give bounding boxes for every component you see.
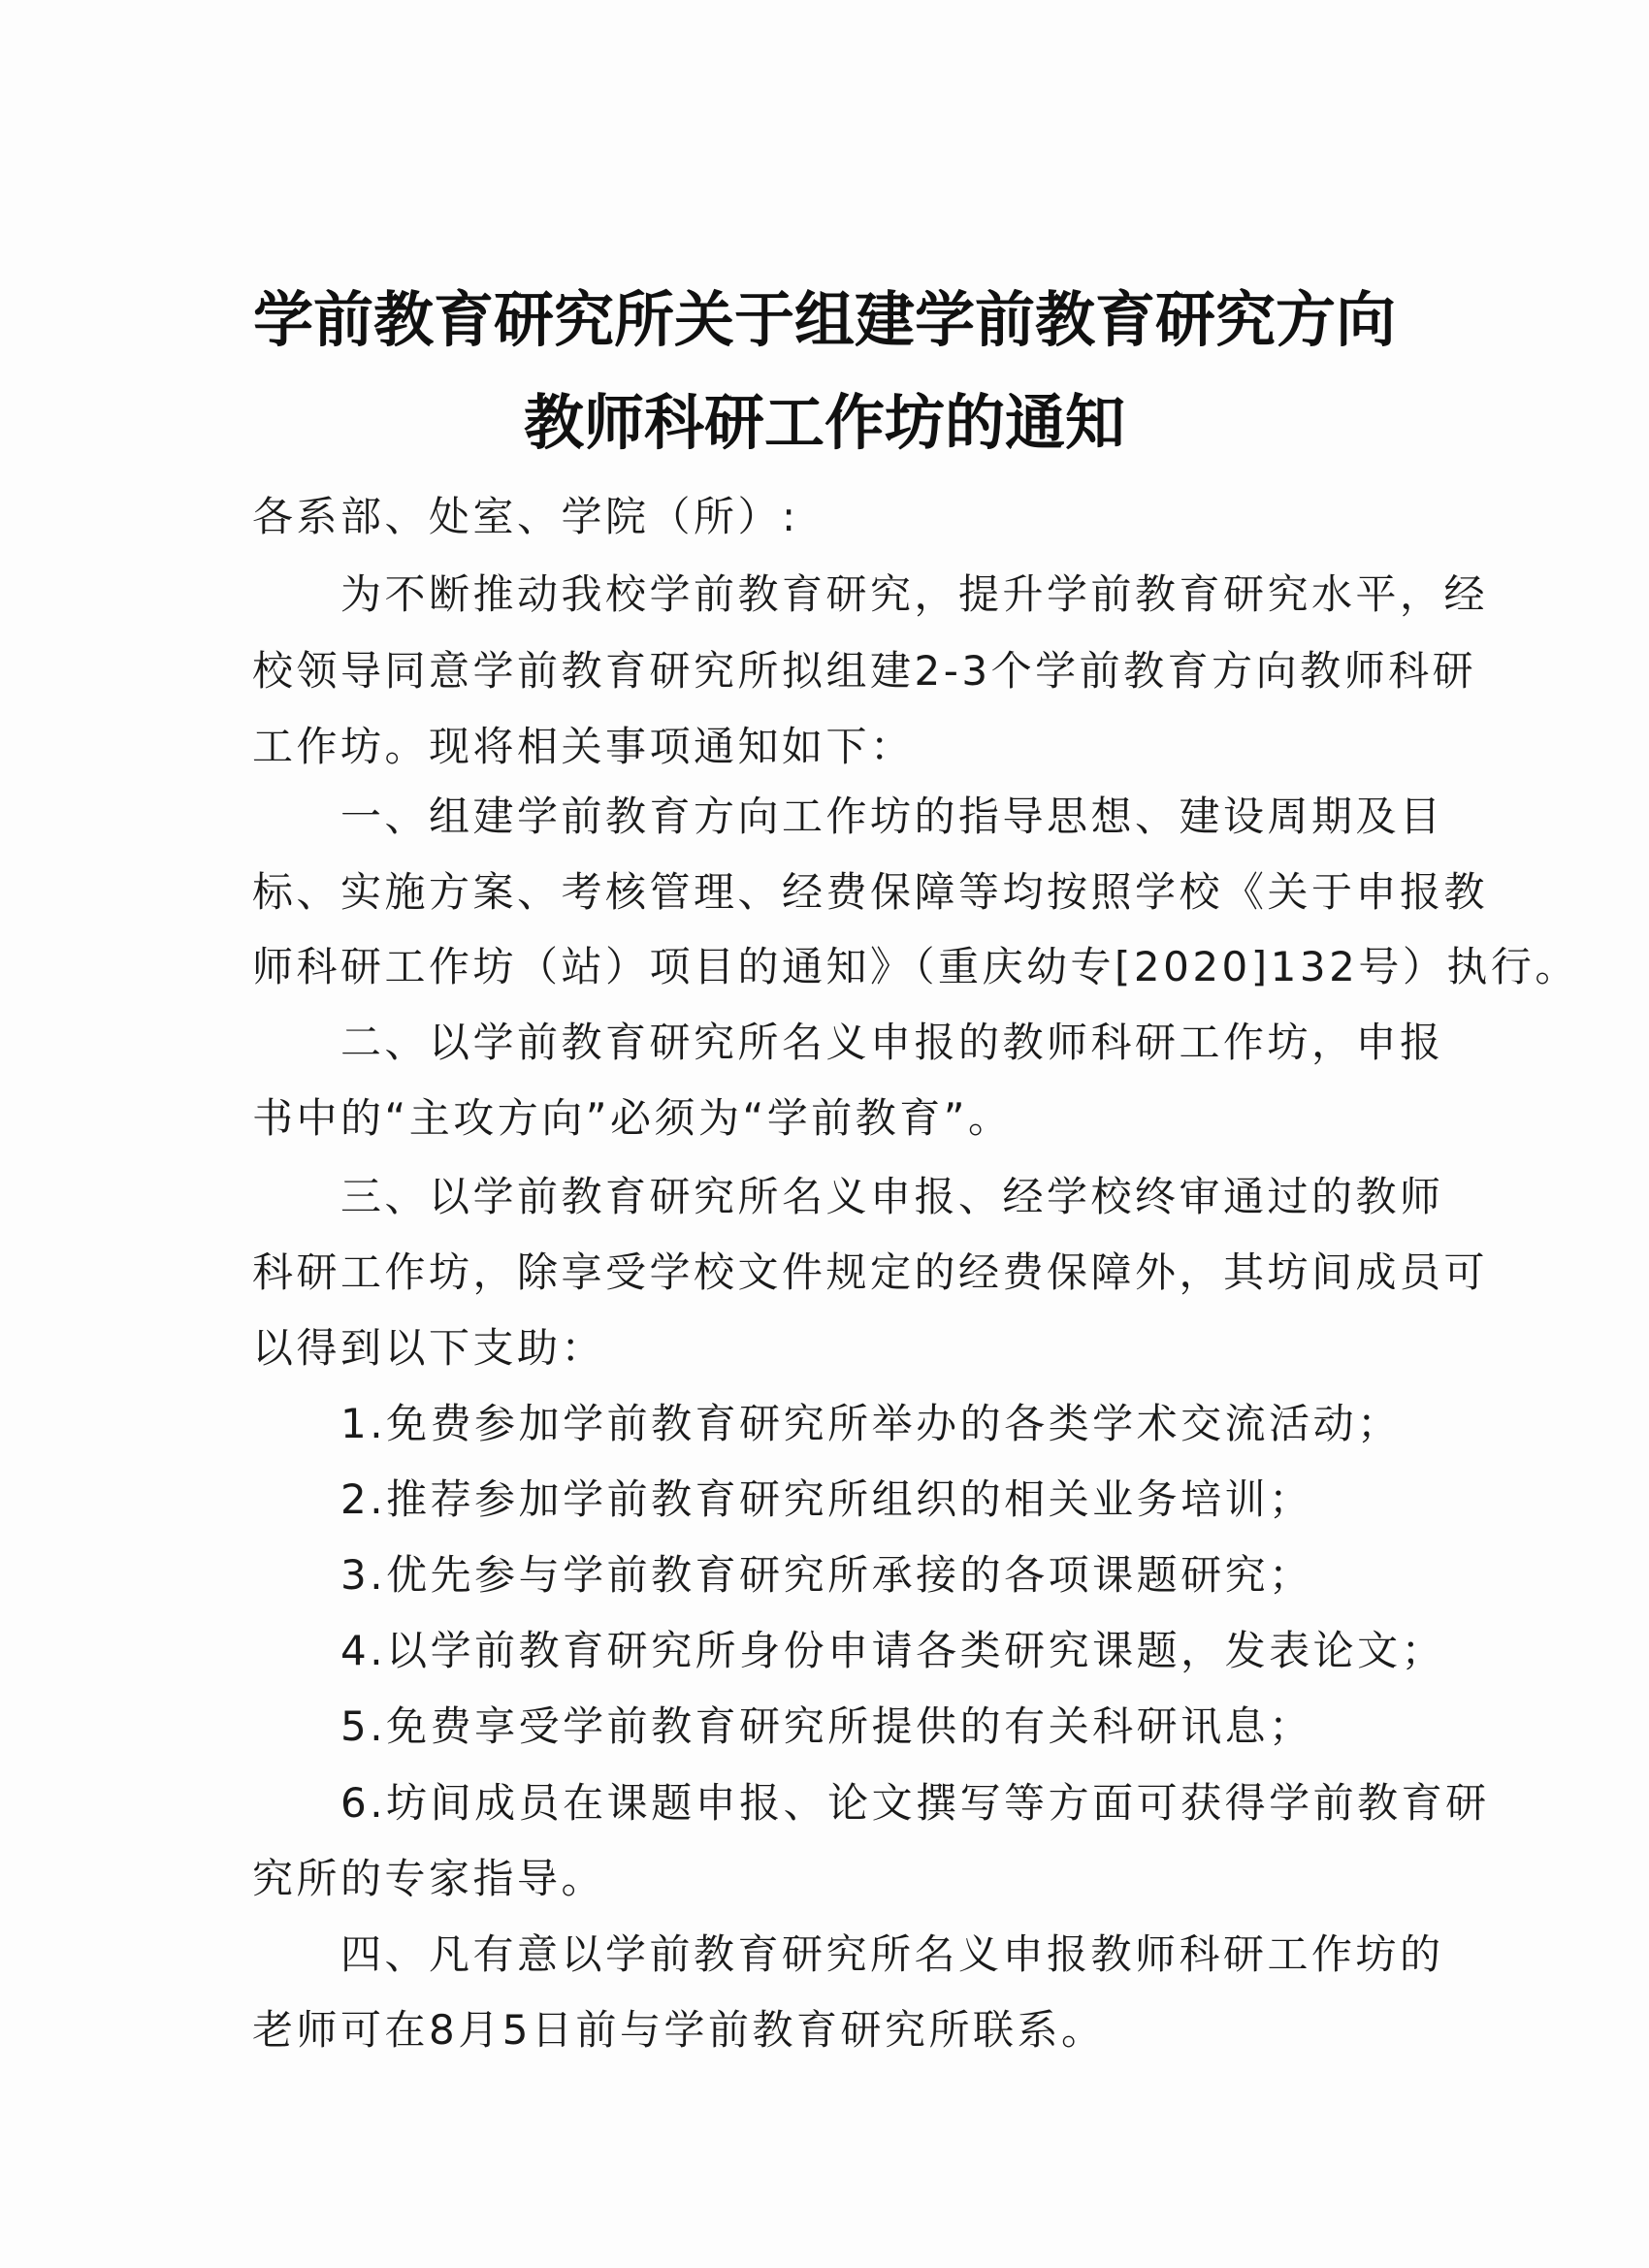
- list-item: 2.推荐参加学前教育研究所组织的相关业务培训；: [252, 1475, 1313, 1523]
- body-line: 为不断推动我校学前教育研究，提升学前教育研究水平，经: [252, 570, 1489, 618]
- body-line: 工作坊。现将相关事项通知如下：: [252, 723, 915, 770]
- body-line: 师科研工作坊（站）项目的通知》（重庆幼专[2020]132号）执行。: [252, 943, 1579, 990]
- list-item: 4.以学前教育研究所身份申请各类研究课题，发表论文；: [252, 1627, 1446, 1674]
- body-line: 二、以学前教育研究所名义申报的教师科研工作坊，申报: [252, 1019, 1444, 1066]
- body-line: 三、以学前教育研究所名义申报、经学校终审通过的教师: [252, 1173, 1444, 1220]
- body-line: 校领导同意学前教育研究所拟组建2-3个学前教育方向教师科研: [252, 647, 1477, 695]
- document-title-line-1: 学前教育研究所关于组建学前教育研究方向: [252, 284, 1396, 355]
- body-line: 老师可在8月5日前与学前教育研究所联系。: [252, 2006, 1106, 2054]
- body-line: 一、组建学前教育方向工作坊的指导思想、建设周期及目: [252, 793, 1444, 840]
- list-item: 1.免费参加学前教育研究所举办的各类学术交流活动；: [252, 1400, 1402, 1447]
- salutation: 各系部、处室、学院（所）:: [252, 493, 799, 540]
- list-item: 3.优先参与学前教育研究所承接的各项课题研究；: [252, 1551, 1313, 1599]
- body-line: 四、凡有意以学前教育研究所名义申报教师科研工作坊的: [252, 1930, 1444, 1978]
- body-line: 以得到以下支助：: [252, 1324, 606, 1372]
- list-item: 6.坊间成员在课题申报、论文撰写等方面可获得学前教育研: [252, 1779, 1490, 1827]
- document-title-line-2: 教师科研工作坊的通知: [523, 387, 1125, 458]
- body-line: 科研工作坊，除享受学校文件规定的经费保障外，其坊间成员可: [252, 1248, 1489, 1296]
- list-item: 究所的专家指导。: [252, 1855, 606, 1902]
- body-line: 标、实施方案、考核管理、经费保障等均按照学校《关于申报教: [252, 868, 1489, 916]
- body-line: 书中的“主攻方向”必须为“学前教育”。: [252, 1094, 1013, 1142]
- list-item: 5.免费享受学前教育研究所提供的有关科研讯息；: [252, 1702, 1313, 1750]
